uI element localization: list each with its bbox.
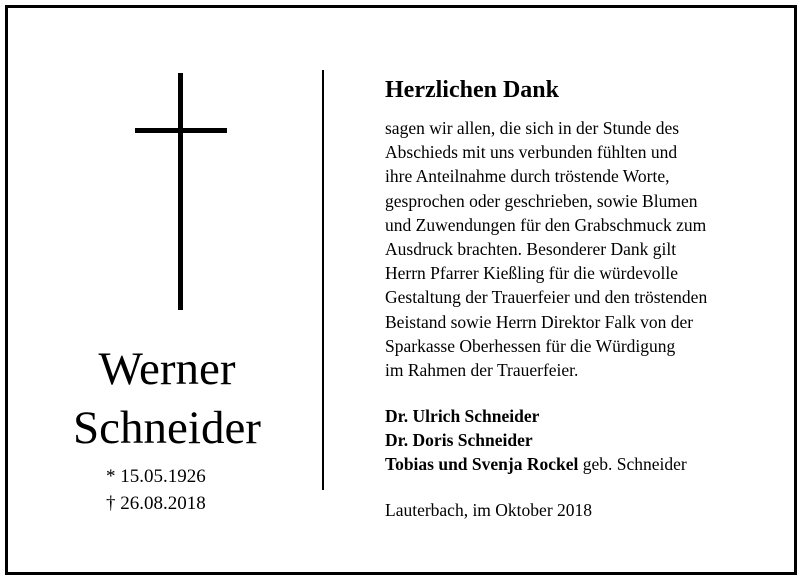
thanks-line: Ausdruck brachten. Besonderer Dank gilt — [385, 239, 677, 260]
deceased-first-name: Werner — [98, 343, 236, 395]
thanks-heading: Herzlichen Dank — [385, 77, 559, 103]
signer-suffix: geb. Schneider — [578, 454, 687, 474]
place-date: Lauterbach, im Oktober 2018 — [385, 500, 593, 520]
signer-name: Dr. Ulrich Schneider — [385, 406, 540, 426]
thanks-body — [385, 116, 795, 382]
obituary-frame — [5, 5, 797, 575]
signers-list — [385, 404, 795, 476]
signer-name: Dr. Doris Schneider — [385, 430, 533, 450]
signer — [385, 404, 795, 428]
thanks-line: Herrn Pfarrer Kießling für die würdevolle — [385, 263, 679, 284]
signer — [385, 428, 795, 452]
thanks-line: sagen wir allen, die sich in der Stunde des — [385, 118, 680, 138]
thanks-line: ihre Anteilnahme durch tröstende Worte, — [385, 166, 670, 187]
thanks-line: Abschieds mit uns verbunden fühlten und — [385, 142, 678, 163]
thanks-line: Sparkasse Oberhessen für die Würdigung — [385, 335, 676, 356]
signer-name: Tobias und Svenja Rockel — [385, 454, 579, 474]
thanks-line: gesprochen oder geschrieben, sowie Blumen — [385, 190, 698, 211]
death-date: † 26.08.2018 — [106, 493, 206, 514]
thanks-line: und Zuwendungen für den Grabschmuck zum — [385, 214, 707, 235]
deceased-last-name: Schneider — [73, 402, 261, 454]
thanks-line: Beistand sowie Herrn Direktor Falk von der — [385, 311, 694, 332]
vertical-divider — [322, 70, 324, 490]
birth-date: * 15.05.1926 — [106, 466, 206, 487]
thanks-line: Gestaltung der Trauerfeier und den tröstenden — [385, 287, 708, 308]
signer — [385, 452, 795, 476]
thanks-line: im Rahmen der Trauerfeier. — [385, 360, 579, 381]
